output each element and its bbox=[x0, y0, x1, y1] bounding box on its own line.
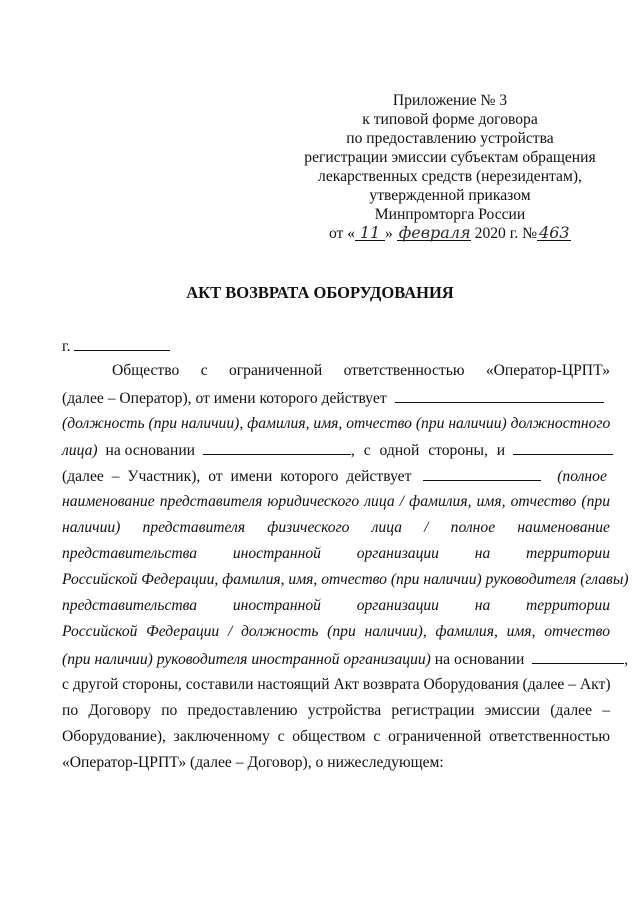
body-text: , с одной стороны, и bbox=[350, 442, 506, 459]
body-line bbox=[62, 545, 610, 563]
body-text: по Договору по предоставлению устройства регистрации эмиссии (далее – bbox=[62, 702, 610, 719]
body-line bbox=[62, 571, 629, 589]
body-line bbox=[62, 441, 610, 460]
handwritten-month: февраля bbox=[398, 223, 471, 242]
appendix-line: утвержденной приказом bbox=[369, 187, 531, 204]
appendix-number: Приложение № 3 bbox=[392, 92, 508, 109]
body-line bbox=[62, 415, 610, 433]
city-line bbox=[62, 337, 170, 356]
document-title: АКТ ВОЗВРАТА ОБОРУДОВАНИЯ bbox=[186, 283, 454, 302]
appendix-line: регистрации эмиссии субъектам обращения bbox=[304, 149, 596, 166]
body-word: на bbox=[474, 545, 491, 562]
body-line bbox=[62, 467, 610, 486]
appendix-date bbox=[300, 224, 600, 243]
body-line bbox=[62, 493, 610, 511]
body-line bbox=[62, 676, 610, 694]
participant-basis-blank bbox=[532, 650, 624, 664]
date-year: 2020 г. № bbox=[474, 225, 538, 242]
body-word: «Оператор-ЦРПТ» bbox=[485, 362, 610, 379]
body-word: / bbox=[424, 519, 429, 536]
body-word: иностранной bbox=[232, 545, 321, 562]
body-line bbox=[62, 623, 610, 641]
body-word: ограниченной bbox=[228, 362, 323, 379]
body-word: территории bbox=[525, 597, 610, 614]
body-text: лица) bbox=[62, 442, 98, 459]
body-line bbox=[62, 728, 610, 746]
appendix-line: к типовой форме договора bbox=[362, 111, 538, 128]
body-text: «Оператор-ЦРПТ» (далее – Договор), о нижеследующем: bbox=[62, 754, 444, 771]
body-word: лица bbox=[371, 519, 403, 536]
body-word: представителя bbox=[142, 519, 246, 536]
operator-signatory-blank bbox=[395, 389, 604, 403]
body-word: на bbox=[474, 597, 491, 614]
handwritten-number: 463 bbox=[539, 223, 570, 242]
body-word: иностранной bbox=[232, 597, 321, 614]
appendix-header bbox=[300, 91, 600, 243]
body-word: физического bbox=[267, 519, 350, 536]
body-text: , bbox=[624, 651, 629, 668]
body-text: Оборудование), заключенному с обществом с ограниченной ответственностью bbox=[62, 728, 610, 745]
body-text: на основании bbox=[105, 442, 196, 459]
city-blank bbox=[74, 337, 170, 351]
body-word: с bbox=[200, 362, 208, 379]
date-mid: » bbox=[385, 225, 393, 242]
body-word: наименование bbox=[517, 519, 610, 536]
body-word: организации bbox=[356, 545, 439, 562]
date-prefix: от « bbox=[328, 225, 356, 242]
body-text: (далее – Участник), от имени которого действует bbox=[62, 468, 412, 485]
body-text: (полное bbox=[557, 468, 607, 485]
body-word: наличии) bbox=[62, 519, 121, 536]
body-text: Российской Федерации / должность (при наличии), фамилия, имя, отчество bbox=[62, 623, 610, 640]
participant-blank bbox=[513, 441, 613, 455]
body-word: организации bbox=[356, 597, 439, 614]
body-line bbox=[62, 389, 610, 408]
handwritten-day: 11 bbox=[355, 226, 385, 241]
body-word: представительства bbox=[62, 597, 198, 614]
body-line bbox=[62, 702, 610, 720]
body-text: (далее – Оператор), от имени которого действует bbox=[62, 390, 387, 407]
body-text: (должность (при наличии), фамилия, имя, отчество (при наличии) должностного bbox=[62, 415, 611, 432]
body-word: представительства bbox=[62, 545, 198, 562]
appendix-line: по предоставлению устройства bbox=[346, 130, 554, 147]
body-text: с другой стороны, составили настоящий Акт возврата Оборудования (далее – Акт) bbox=[62, 676, 611, 693]
participant-signatory-blank bbox=[423, 467, 541, 481]
body-line bbox=[62, 362, 610, 380]
body-line bbox=[62, 754, 610, 772]
body-word: Общество bbox=[112, 362, 180, 379]
body-word: ответственностью bbox=[343, 362, 465, 379]
body-text: наименование представителя юридического лица / фамилия, имя, отчество (при bbox=[62, 493, 610, 510]
operator-basis-blank bbox=[203, 441, 351, 455]
appendix-line: лекарственных средств (нерезидентам), bbox=[318, 168, 582, 185]
appendix-line: Минпромторга России bbox=[374, 206, 526, 223]
body-text: Российской Федерации, фамилия, имя, отчество (при наличии) руководителя (главы) bbox=[62, 571, 629, 588]
city-label: г. bbox=[62, 338, 71, 355]
body-text: на основании bbox=[434, 651, 525, 668]
body-line bbox=[62, 519, 610, 537]
body-line bbox=[62, 650, 629, 669]
body-word: территории bbox=[525, 545, 610, 562]
body-word: полное bbox=[450, 519, 496, 536]
body-text: (при наличии) руководителя иностранной организации) bbox=[62, 651, 431, 668]
body-line bbox=[62, 597, 610, 615]
